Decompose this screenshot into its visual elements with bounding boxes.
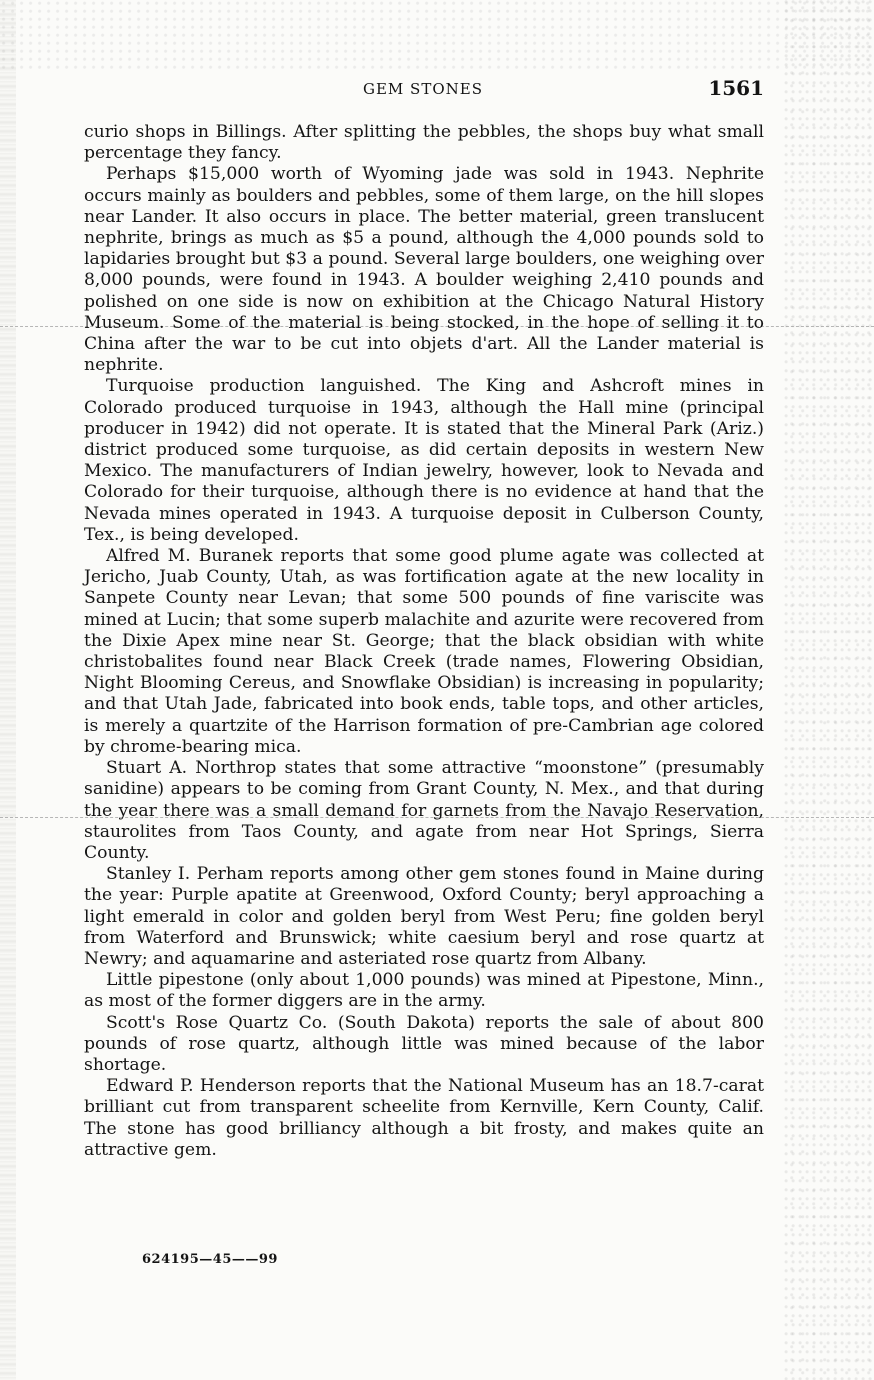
page-number: 1561 bbox=[708, 76, 764, 100]
print-code: 624195—45——99 bbox=[142, 1252, 278, 1267]
paragraph: Turquoise production languished. The King and Ashcroft mines in Colorado produced turquoise in 1943, although the Hall mine (principal producer in 1942) did not operate. It is stated that the Mineral Park (Ariz.) district produced some turquoise, as did certain deposits in western New Mexico. The manufacturers of Indian jewelry, however, look to Nevada and Colorado for their turquoise, although there is no evidence at hand that the Nevada mines operated in 1943. A turquoise deposit in Culberson County, Tex., is being developed. bbox=[84, 376, 764, 545]
paragraph: Scott's Rose Quartz Co. (South Dakota) reports the sale of about 800 pounds of rose quartz, although little was mined because of the labor shortage. bbox=[84, 1012, 764, 1075]
scan-edge-left bbox=[0, 0, 16, 1380]
paragraph: Little pipestone (only about 1,000 pounds) was mined at Pipestone, Minn., as most of the former diggers are in the army. bbox=[84, 970, 764, 1012]
paragraph: Edward P. Henderson reports that the National Museum has an 18.7-carat brilliant cut from transparent scheelite from Kernville, Kern County, Calif. The stone has good brilliancy although a bit frosty, and makes quite an attractive gem. bbox=[84, 1076, 764, 1160]
page-header bbox=[82, 76, 764, 104]
scan-edge-right bbox=[784, 0, 874, 1380]
paragraph: Stanley I. Perham reports among other gem stones found in Maine during the year: Purple apatite at Greenwood, Oxford County; beryl approaching a light emerald in color and golden beryl from West Peru; fine golden beryl from Waterford and Brunswick; white caesium beryl and rose quartz at Newry; and aquamarine and asteriated rose quartz from Albany. bbox=[84, 864, 764, 969]
paragraph: Stuart A. Northrop states that some attractive “moonstone” (presumably sanidine) appears to be coming from Grant County, N. Mex., and that during the year there was a small demand for garnets from the Navajo Reservation, staurolites from Taos County, and agate from near Hot Springs, Sierra County. bbox=[84, 758, 764, 863]
paragraph: Alfred M. Buranek reports that some good plume agate was collected at Jericho, Juab County, Utah, as was fortification agate at the new locality in Sanpete County near Levan; that some 500 pounds of fine variscite was mined at Lucin; that some superb malachite and azurite were recovered from the Dixie Apex mine near St. George; that the black obsidian with white christobalites found near Black Creek (trade names, Flowering Obsidian, Night Blooming Cereus, and Snowflake Obsidian) is increasing in popularity; and that Utah Jade, fabricated into book ends, table tops, and other articles, is merely a quartzite of the Harrison formation of pre-Cambrian age colored by chrome-bearing mica. bbox=[84, 546, 764, 757]
paragraph: curio shops in Billings. After splitting the pebbles, the shops buy what small percentage they fancy. bbox=[84, 122, 764, 164]
paragraph: Perhaps $15,000 worth of Wyoming jade was sold in 1943. Nephrite occurs mainly as boulders and pebbles, some of them large, on the hill slopes near Lander. It also occurs in place. The better material, green translucent nephrite, brings as much as $5 a pound, although the 4,000 pounds sold to lapidaries brought but $3 a pound. Several large boulders, one weighing over 8,000 pounds, were found in 1943. A boulder weighing 2,410 pounds and polished on one side is now on exhibition at the Chicago Natural History Museum. Some of the material is being stocked, in the hope of selling it to China after the war to be cut into objets d'art. All the Lander material is nephrite. bbox=[84, 164, 764, 376]
scan-speckle-top bbox=[0, 0, 874, 70]
running-head: GEM STONES bbox=[363, 80, 483, 98]
body-text bbox=[84, 122, 764, 1161]
